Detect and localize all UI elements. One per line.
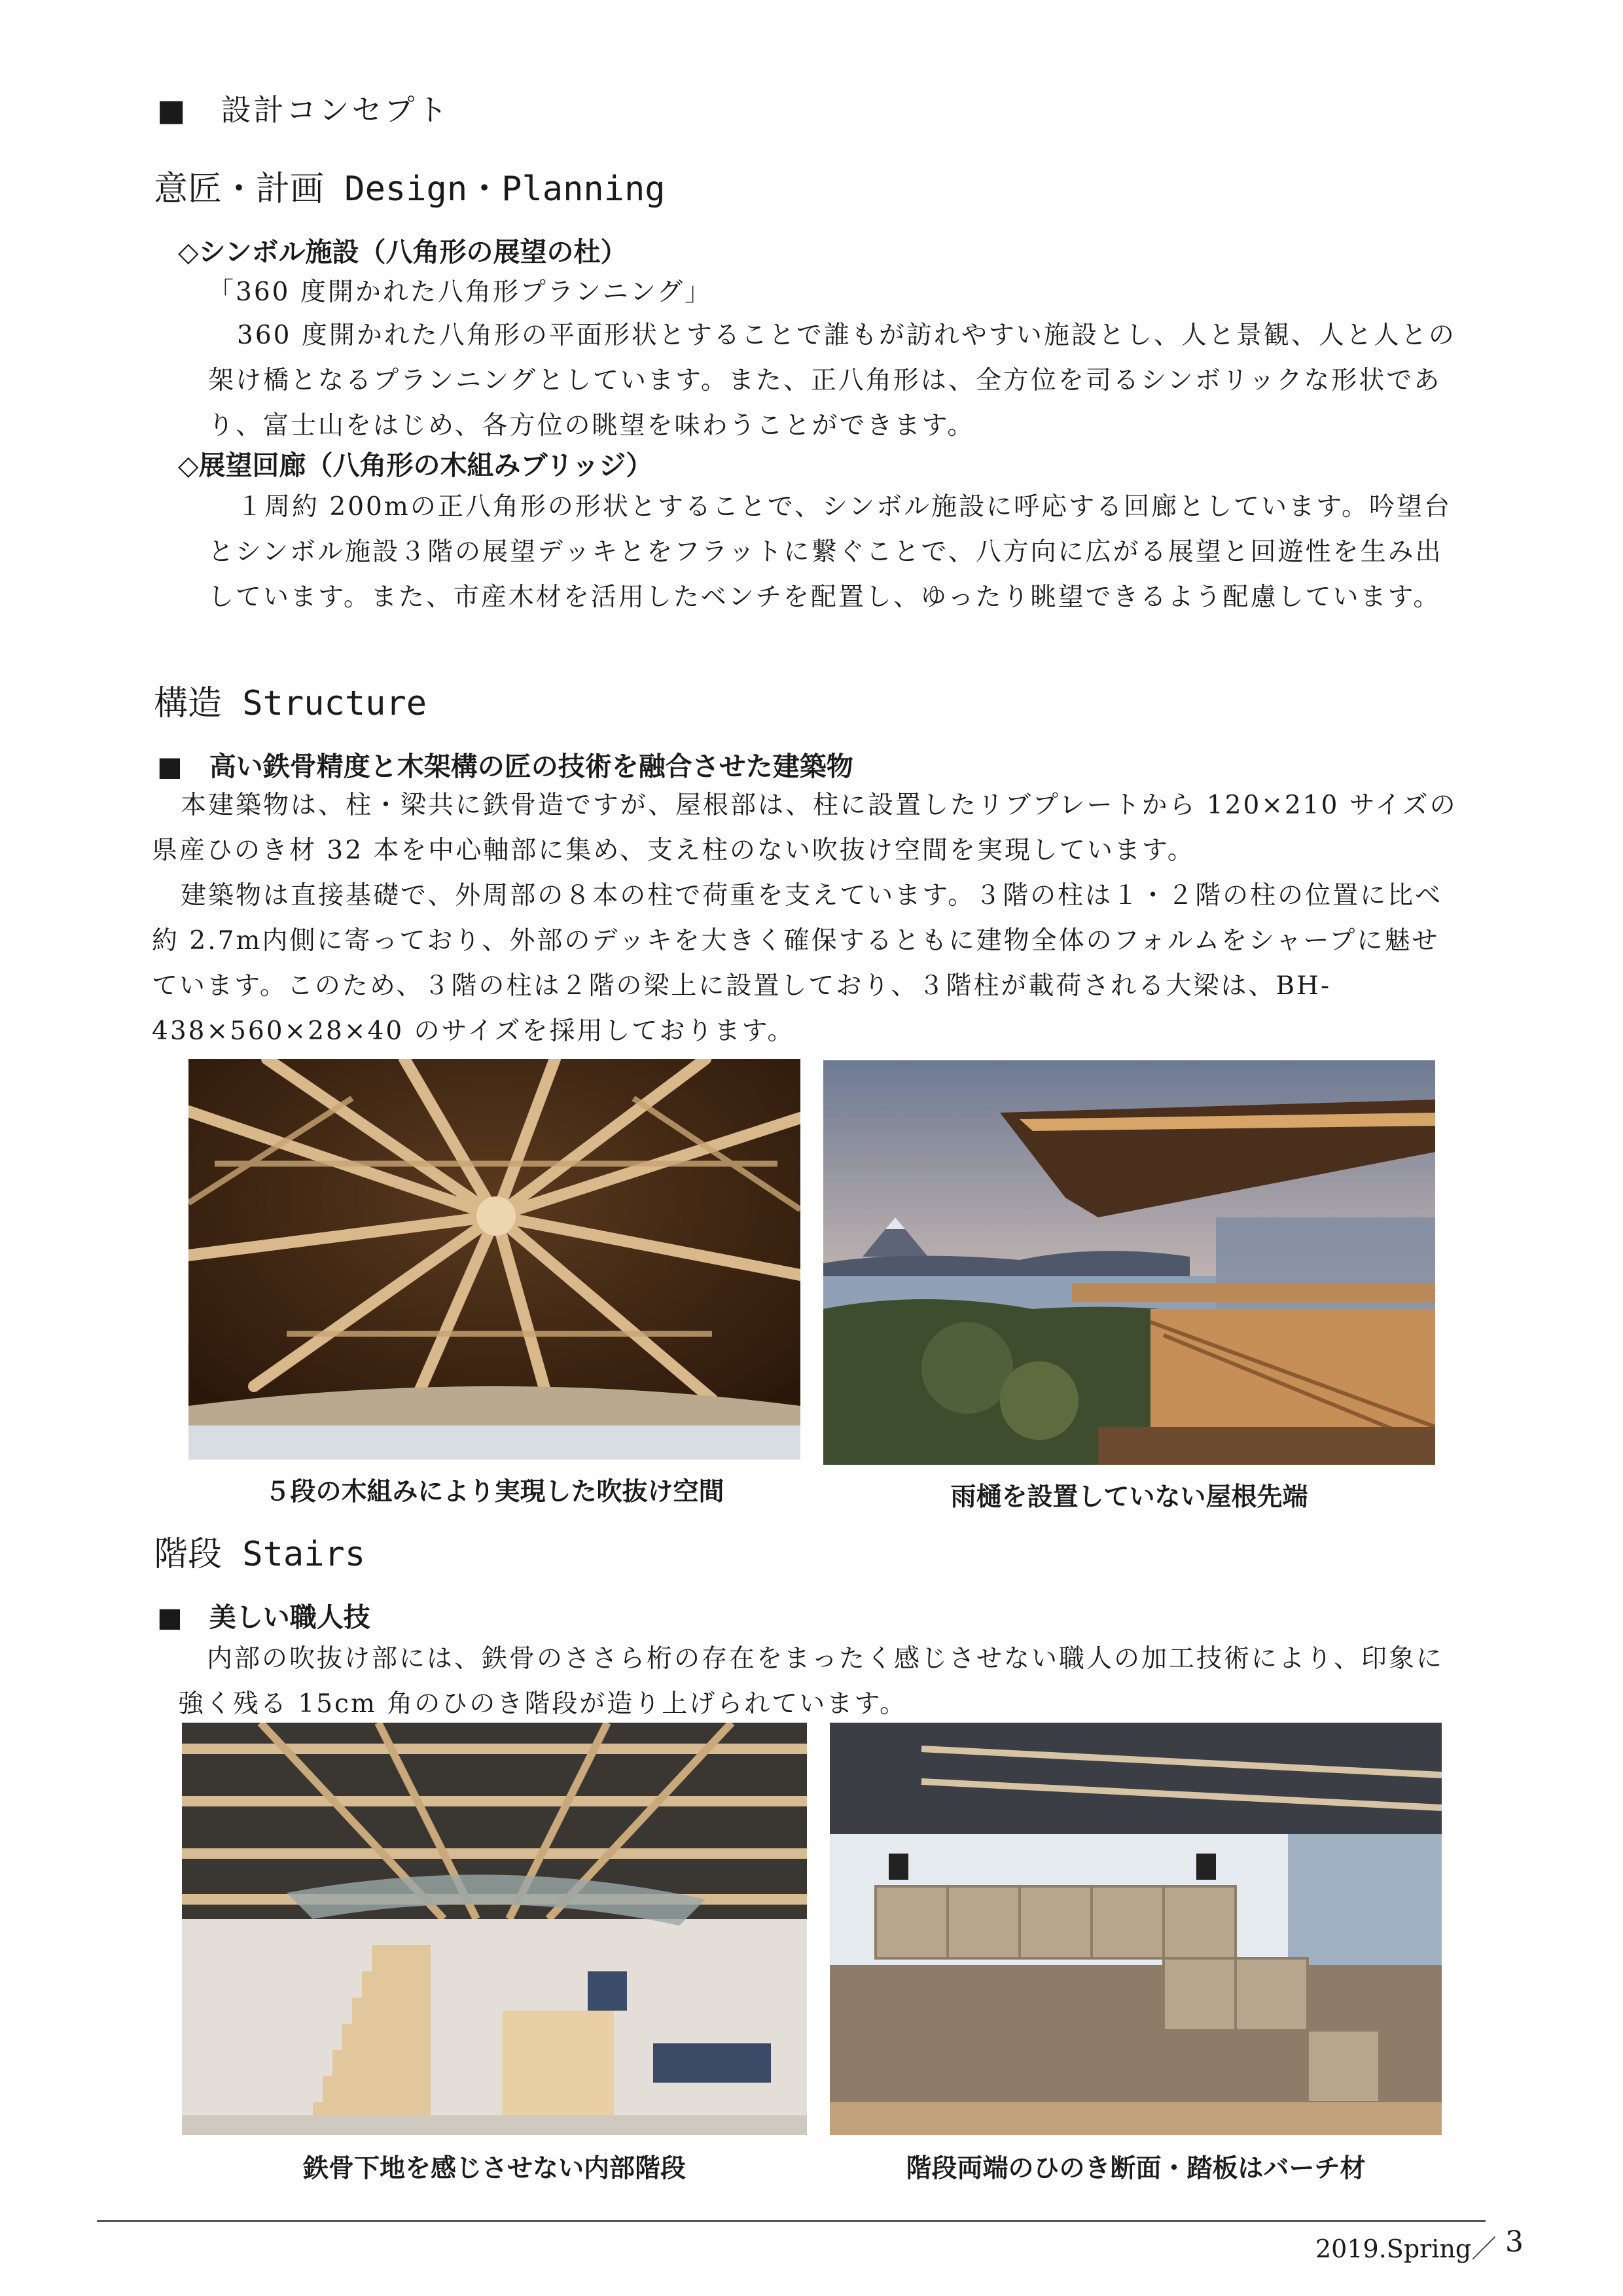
caption-timber-roof: ５段の木組みにより実現した吹抜け空間	[264, 1477, 724, 1507]
structure-para-2: 建築物は直接基礎で、外周部の８本の柱で荷重を支えています。３階の柱は１・２階の柱の位置に比べ約 2.7m内側に寄っており、外部のデッキを大きく確保するともに建物全体のフォルムをシャープに魅せています。このため、３階の柱は２階の梁上に設置しており、３階柱が載荷される大梁は、BH-438×560×28×40 のサイズを採用しております。	[152, 881, 1443, 1046]
symbol-body: 360 度開かれた八角形の平面形状とすることで誰もが訪れやすい施設とし、人と景観、人と人との架け橋となるプランニングとしています。また、正八角形は、全方位を司るシンボリックな形状であり、富士山をはじめ、各方位の眺望を味わうことができます。	[208, 321, 1456, 440]
page-number: 3	[1505, 2225, 1524, 2259]
footer-issue: 2019.Spring／	[1315, 2234, 1497, 2263]
stairs-body: 内部の吹抜け部には、鉄骨のささら桁の存在をまったく感じさせない職人の加工技術により、印象に強く残る 15cm 角のひのき階段が造り上げられています。	[178, 1644, 1444, 1719]
corridor-body: １周約 200mの正八角形の形状とすることで、シンボル施設に呼応する回廊としています。吟望台とシンボル施設３階の展望デッキとをフラットに繋ぐことで、八方向に広がる展望と回遊性を生み出しています。また、市産木材を活用したベンチを配置し、ゆったり眺望できるよう配慮しています。	[208, 492, 1452, 612]
design-heading: 意匠・計画 Design・Planning	[154, 170, 666, 209]
photo-timber-roof	[188, 1059, 800, 1460]
stairs-heading: 階段 Stairs	[154, 1535, 366, 1574]
structure-subheading: ■ 高い鉄骨精度と木架構の匠の技術を融合させた建築物	[157, 751, 853, 782]
corridor-title: ◇展望回廊（八角形の木組みブリッジ）	[178, 450, 653, 481]
photo-interior-stairs	[182, 1723, 807, 2135]
caption-stair-section: 階段両端のひのき断面・踏板はバーチ材	[906, 2154, 1366, 2183]
structure-para-1: 本建築物は、柱・梁共に鉄骨造ですが、屋根部は、柱に設置したリブプレートから 120×210 サイズの県産ひのき材 32 本を中心軸部に集め、支え柱のない吹抜け空間を実現しています。	[152, 791, 1457, 865]
footer-rule	[97, 2220, 1486, 2222]
structure-body	[152, 783, 1463, 1054]
symbol-quote: 「360 度開かれた八角形プランニング」	[208, 278, 713, 307]
concept-heading: ■ 設計コンセプト	[157, 92, 450, 128]
structure-heading: 構造 Structure	[154, 684, 427, 723]
stairs-subheading: ■ 美しい職人技	[157, 1602, 370, 1633]
caption-roof-edge: 雨樋を設置していない屋根先端	[950, 1482, 1308, 1512]
caption-interior-stairs: 鉄骨下地を感じさせない内部階段	[302, 2154, 686, 2183]
symbol-title: ◇シンボル施設（八角形の展望の杜）	[178, 236, 628, 268]
photo-stair-section	[830, 1723, 1442, 2135]
photo-roof-edge	[823, 1060, 1435, 1465]
